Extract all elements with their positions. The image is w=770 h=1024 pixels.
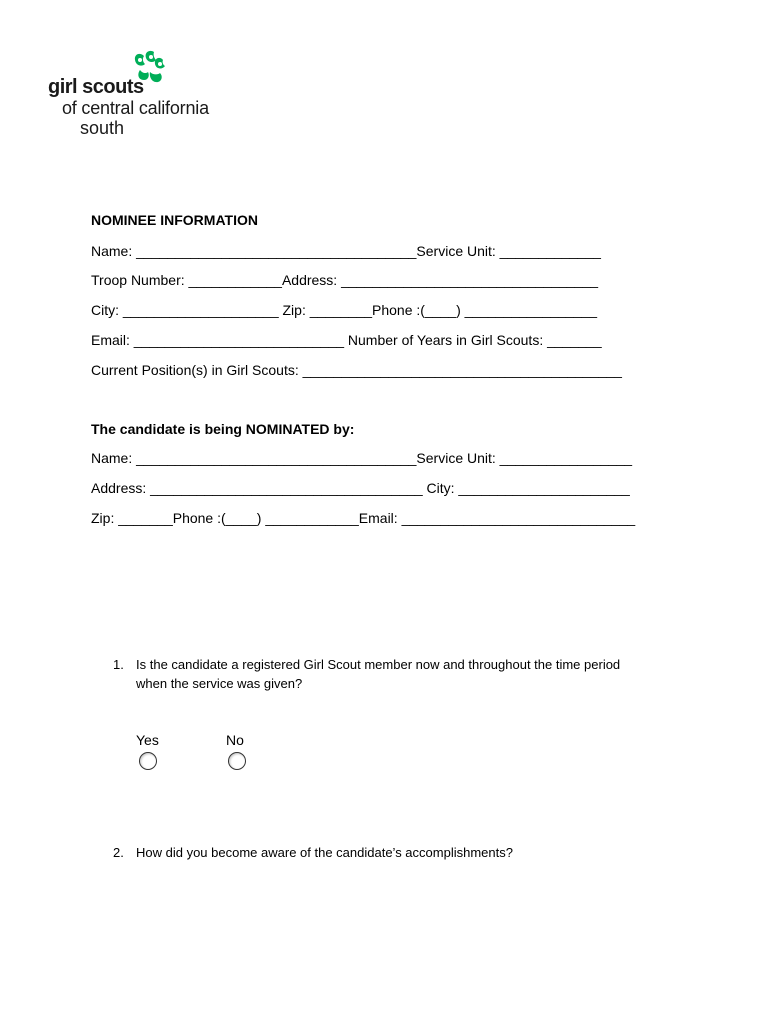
nominator-heading: The candidate is being NOMINATED by: bbox=[91, 421, 355, 437]
organization-logo bbox=[46, 50, 246, 145]
question-2-text: How did you become aware of the candidate’s accomplishments? bbox=[136, 845, 513, 860]
nominator-zip-phone-email-field[interactable]: Zip: _______Phone :(____) ____________Email: ______________________________ bbox=[91, 510, 636, 526]
logo-text-region: south bbox=[80, 118, 125, 138]
option-yes-radio[interactable] bbox=[139, 752, 157, 770]
logo-text-brand: girl scouts bbox=[48, 76, 144, 98]
nominee-city-zip-phone-field[interactable]: City: ____________________ Zip: ________Phone :(____) _________________ bbox=[91, 302, 598, 318]
nominator-address-city-field[interactable]: Address: ___________________________________ City: ______________________ bbox=[91, 480, 630, 496]
question-1-text-line2: when the service was given? bbox=[136, 676, 303, 691]
question-1-number: 1. bbox=[113, 657, 124, 672]
option-no-label: No bbox=[226, 732, 244, 748]
question-2-number: 2. bbox=[113, 845, 124, 860]
nominee-troop-address-field[interactable]: Troop Number: ____________Address: _________________________________ bbox=[91, 272, 599, 288]
question-1-text-line1: Is the candidate a registered Girl Scout member now and throughout the time period bbox=[136, 657, 621, 672]
nominee-email-years-field[interactable]: Email: ___________________________ Number of Years in Girl Scouts: _______ bbox=[91, 332, 602, 348]
logo-text-council: of central california bbox=[62, 98, 209, 118]
nominator-name-field[interactable]: Name: ____________________________________Service Unit: _________________ bbox=[91, 450, 633, 466]
nominee-name-field[interactable]: Name: ____________________________________Service Unit: _____________ bbox=[91, 243, 601, 259]
option-yes-label: Yes bbox=[136, 732, 159, 748]
option-no-radio[interactable] bbox=[228, 752, 246, 770]
nominee-heading: NOMINEE INFORMATION bbox=[91, 212, 258, 228]
nominee-position-field[interactable]: Current Position(s) in Girl Scouts: _________________________________________ bbox=[91, 362, 622, 378]
